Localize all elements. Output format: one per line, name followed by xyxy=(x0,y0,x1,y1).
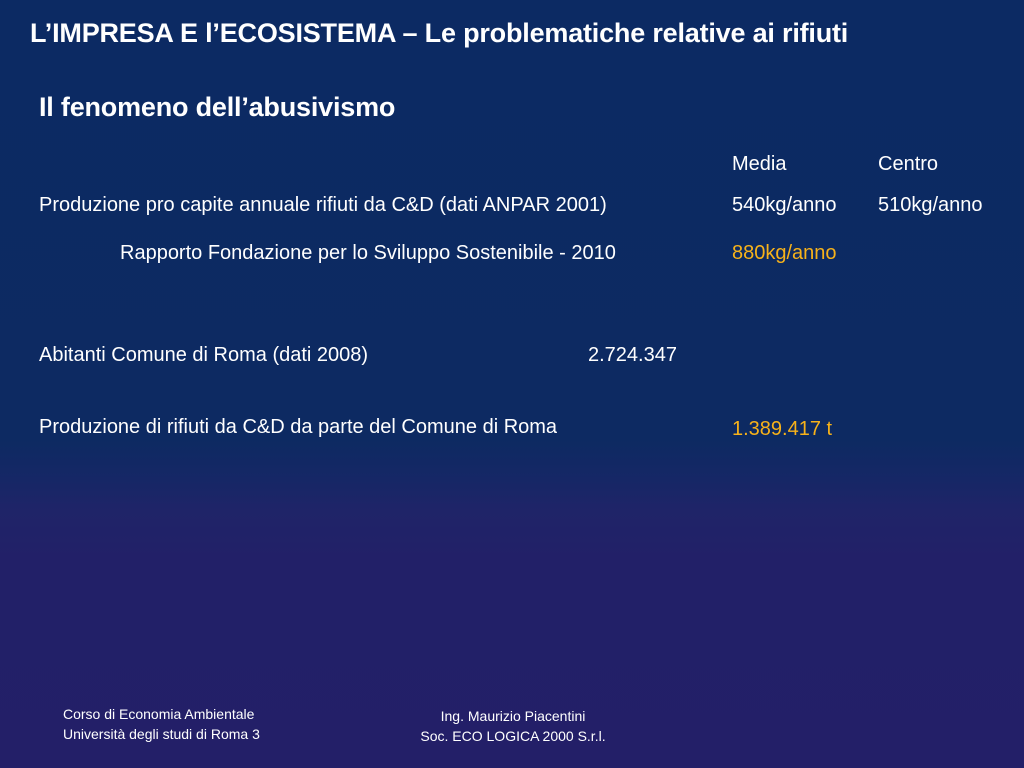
row-fondazione-label: Rapporto Fondazione per lo Sviluppo Sostenibile - 2010 xyxy=(120,242,616,264)
production-label: Produzione di rifiuti da C&D da parte del Comune di Roma xyxy=(39,416,558,438)
inhabitants-label: Abitanti Comune di Roma (dati 2008) xyxy=(39,344,369,366)
footer-author-line1: Ing. Maurizio Piacentini xyxy=(440,708,586,724)
row-anpar-media-value: 540kg/anno xyxy=(732,194,837,216)
footer-course xyxy=(63,704,260,744)
footer-course-line2: Università degli studi di Roma 3 xyxy=(63,726,260,742)
column-header-centro: Centro xyxy=(878,153,939,175)
row-fondazione-media-value: 880kg/anno xyxy=(732,242,837,264)
row-anpar-label: Produzione pro capite annuale rifiuti da C&D (dati ANPAR 2001) xyxy=(39,194,607,216)
footer-course-line1: Corso di Economia Ambientale xyxy=(63,706,255,722)
row-anpar-centro-value: 510kg/anno xyxy=(878,194,983,216)
slide-title: L’IMPRESA E l’ECOSISTEMA – Le problematiche relative ai rifiuti xyxy=(30,18,849,48)
column-header-media: Media xyxy=(732,153,787,175)
inhabitants-value: 2.724.347 xyxy=(588,344,677,366)
slide-subtitle: Il fenomeno dell’abusivismo xyxy=(39,92,396,122)
production-value: 1.389.417 t xyxy=(732,418,833,440)
footer-author xyxy=(413,706,613,746)
footer-author-line2: Soc. ECO LOGICA 2000 S.r.l. xyxy=(420,728,606,744)
